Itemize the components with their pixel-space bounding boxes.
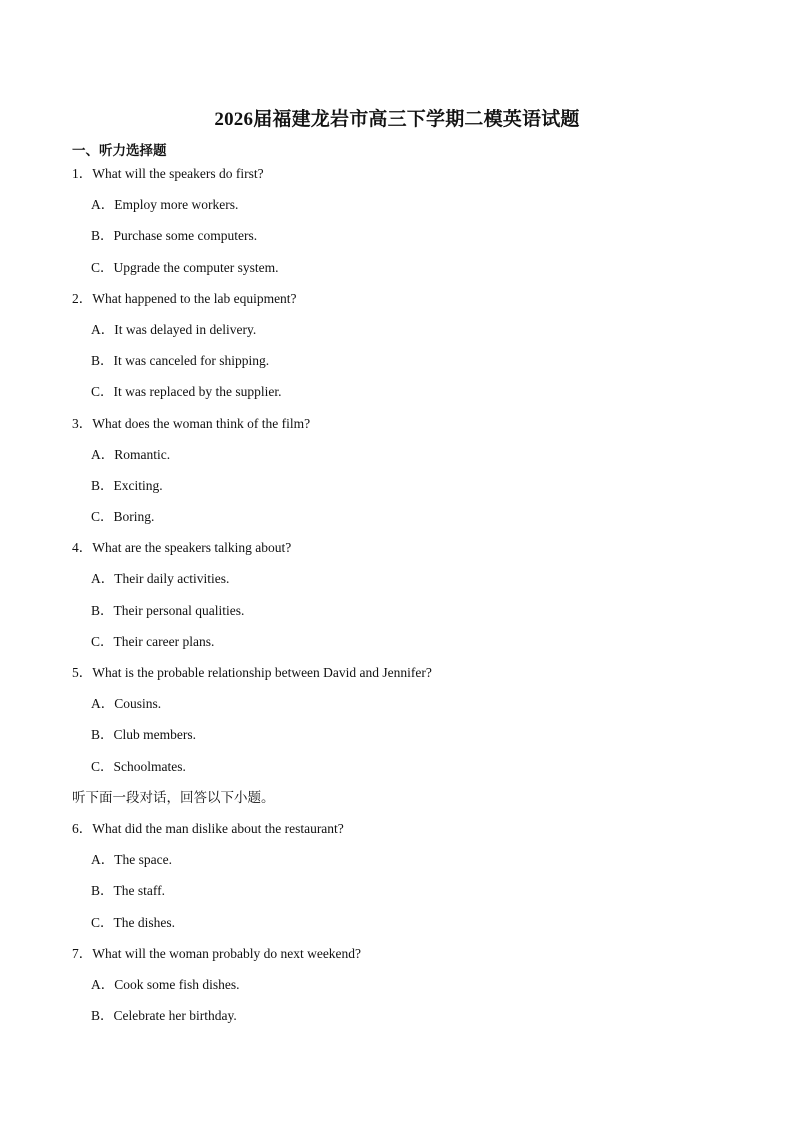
answer-option: A．It was delayed in delivery. — [91, 321, 257, 337]
answer-option: B．Club members. — [91, 727, 196, 743]
answer-option: C．It was replaced by the supplier. — [91, 384, 282, 400]
answer-option: A．The space. — [91, 852, 172, 868]
question-stem: 6．What did the man dislike about the restaurant? — [72, 820, 344, 836]
answer-option: B．Their personal qualities. — [91, 602, 245, 618]
instruction-text: 听下面一段对话，回答以下小题。 — [72, 789, 275, 806]
answer-option: C．Their career plans. — [91, 633, 215, 649]
answer-option: C．The dishes. — [91, 914, 175, 930]
question-stem: 2．What happened to the lab equipment? — [72, 290, 297, 306]
answer-option: A．Employ more workers. — [91, 197, 239, 213]
answer-option: A．Their daily activities. — [91, 571, 230, 587]
answer-option: B．Exciting. — [91, 477, 163, 493]
answer-option: C．Upgrade the computer system. — [91, 259, 279, 275]
answer-option: A．Romantic. — [91, 446, 171, 462]
question-stem: 3．What does the woman think of the film? — [72, 415, 311, 431]
page-title: 2026届福建龙岩市高三下学期二模英语试题 — [214, 109, 580, 130]
answer-option: A．Cousins. — [91, 696, 162, 712]
answer-option: B．Celebrate her birthday. — [91, 1008, 237, 1024]
question-stem: 1．What will the speakers do first? — [72, 166, 264, 181]
section-heading: 一、听力选择题 — [72, 143, 167, 159]
answer-option: A．Cook some fish dishes. — [91, 976, 240, 992]
question-stem: 5．What is the probable relationship between David and Jennifer? — [72, 665, 432, 680]
question-list — [72, 164, 732, 1037]
question-stem: 4．What are the speakers talking about? — [72, 540, 292, 556]
answer-option: B．It was canceled for shipping. — [91, 353, 270, 369]
answer-option: C．Boring. — [91, 509, 155, 525]
answer-option: C．Schoolmates. — [91, 758, 186, 774]
answer-option: B．Purchase some computers. — [91, 228, 258, 244]
question-stem: 7．What will the woman probably do next weekend? — [72, 945, 362, 961]
answer-option: B．The staff. — [91, 883, 165, 899]
